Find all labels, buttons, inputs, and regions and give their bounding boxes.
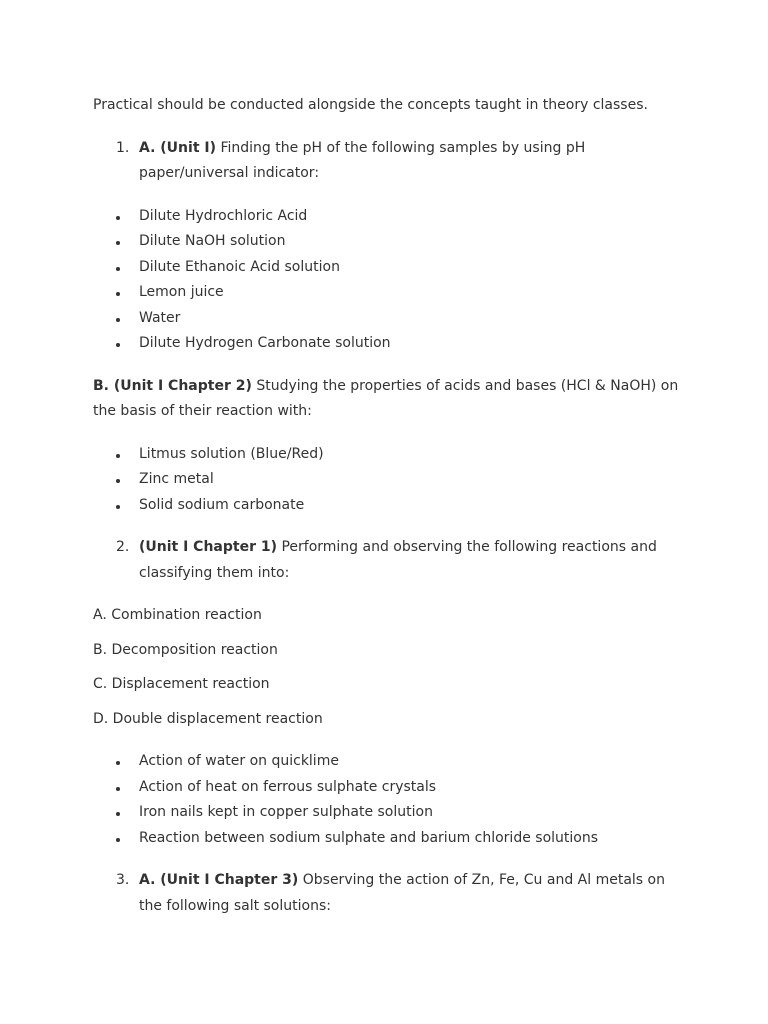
list-item: Solid sodium carbonate — [93, 493, 683, 519]
section-b-heading: B. (Unit I Chapter 2) — [93, 377, 252, 394]
list-item: Iron nails kept in copper sulphate solution — [93, 800, 683, 826]
numbered-item-3 — [93, 868, 683, 919]
list-item: Dilute NaOH solution — [93, 229, 683, 255]
list-item: Lemon juice — [93, 280, 683, 306]
list-item: Water — [93, 306, 683, 332]
reactions-list — [93, 749, 683, 851]
item-number: 1. — [116, 139, 130, 156]
numbered-item-2 — [93, 535, 683, 586]
list-item: Litmus solution (Blue/Red) — [93, 442, 683, 468]
list-item: Dilute Ethanoic Acid solution — [93, 255, 683, 281]
numbered-item-1 — [93, 136, 683, 187]
reaction-category: A. Combination reaction — [93, 607, 262, 623]
item-number: 2. — [116, 539, 130, 555]
section-b-text: Studying the properties of acids and bases (HCl & NaOH) on the basis of their reaction with: — [93, 377, 679, 419]
list-item: Dilute Hydrochloric Acid — [93, 204, 683, 230]
reaction-category: B. Decomposition reaction — [93, 641, 278, 658]
list-item: Action of heat on ferrous sulphate crystals — [93, 775, 683, 801]
intro-paragraph: Practical should be conducted alongside the concepts taught in theory classes. — [93, 97, 648, 113]
acid-base-reactions-list — [93, 442, 683, 519]
list-item: Dilute Hydrogen Carbonate solution — [93, 331, 683, 357]
reaction-category: D. Double displacement reaction — [93, 710, 323, 727]
item-heading: A. (Unit I Chapter 3) — [139, 872, 299, 888]
document-content — [93, 93, 683, 936]
item-text: Observing the action of Zn, Fe, Cu and Al metals on the following salt solutions: — [139, 872, 665, 914]
item-text: Finding the pH of the following samples by using pH paper/universal indicator: — [139, 139, 586, 181]
item-heading: (Unit I Chapter 1) — [139, 539, 277, 555]
reaction-category: C. Displacement reaction — [93, 676, 270, 692]
list-item: Action of water on quicklime — [93, 749, 683, 775]
item-heading: A. (Unit I) — [139, 139, 216, 156]
item-text: Performing and observing the following reactions and classifying them into: — [139, 539, 657, 581]
list-item: Reaction between sodium sulphate and barium chloride solutions — [93, 826, 683, 852]
ph-samples-list — [93, 204, 683, 357]
section-b-paragraph — [93, 374, 683, 425]
list-item: Zinc metal — [93, 467, 683, 493]
item-number: 3. — [116, 872, 130, 888]
